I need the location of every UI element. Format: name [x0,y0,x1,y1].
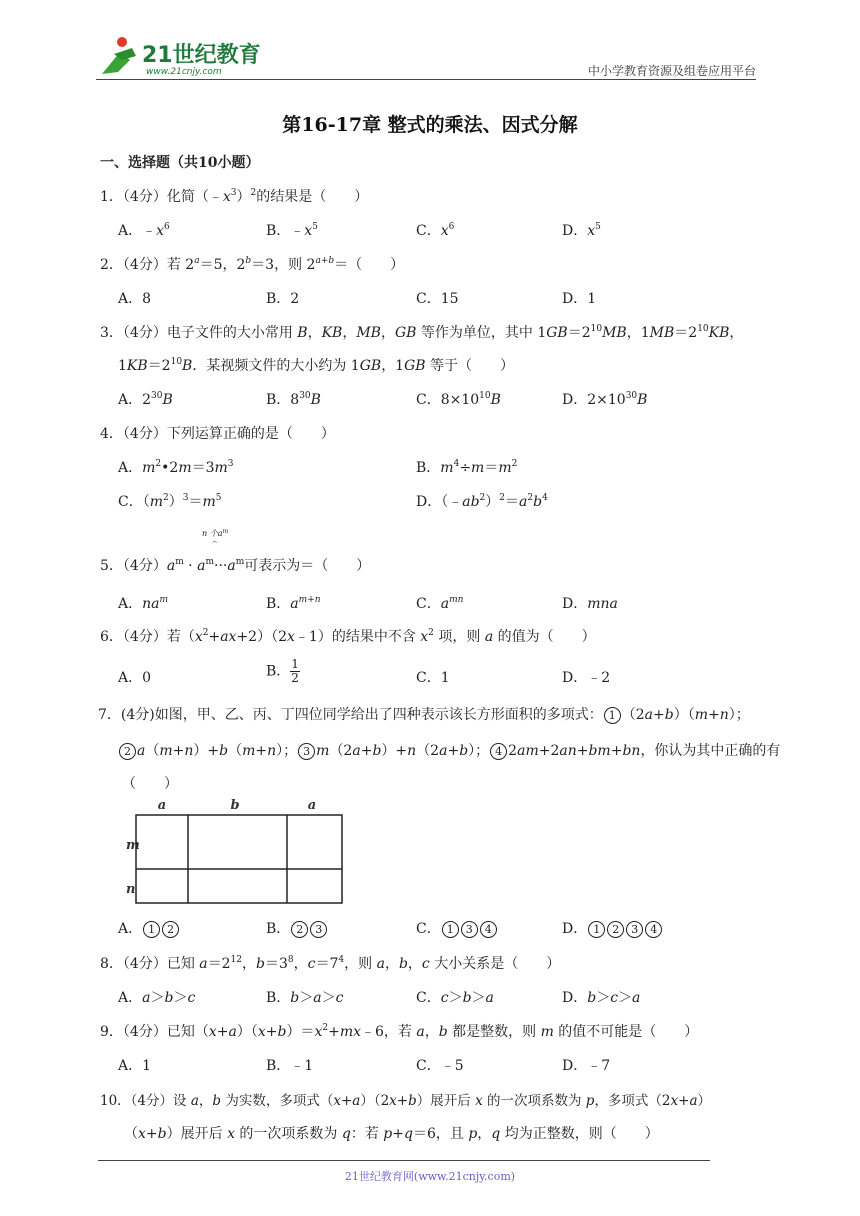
question-7: 7．(4分)如图，甲、乙、丙、丁四位同学给出了四种表示该长方形面积的多项式： 1 （2a+b）（m+n）； [98,707,750,723]
q5-option-d[interactable]: D．mna [562,596,618,612]
q7-option-a[interactable]: A． 1 2 [118,918,180,938]
question-3-line2: $1KB=2^{10}B$．某视频文件的大小约为 1GB，1GB 等于（ ） [118,357,515,374]
platform-tagline: 中小学教育资源及组卷应用平台 [587,64,756,78]
q9-option-d[interactable]: D．﹣7 [562,1058,611,1074]
fig-label-n: n [126,882,136,897]
q6-option-c[interactable]: C．1 [416,670,450,686]
q4-option-d[interactable]: D．$(﹣ab^2)^2=a^2b^4$ [416,493,548,510]
q7-option-d[interactable]: D． 1 2 3 4 [562,918,663,938]
site-logo [92,34,262,80]
question-2: 2．（4分）若 $2^a=5$，$2^b=3$，则 $2^{a+b}=$（ ） [100,256,405,273]
q9-option-a[interactable]: A．1 [118,1058,152,1074]
footer-divider [98,1160,710,1161]
question-5: 5．（4分）$a^m \cdot a^m\cdot\cdot\cdot a^m$可表示为＝（ ） [100,557,371,574]
q3-option-d[interactable]: D．$2\times 10^{30}B$ [562,391,648,408]
q4-option-a[interactable]: A．$m^2•2m=3m^3$ [118,459,234,476]
q5-brace: ⌢ [212,537,218,546]
q3-option-b[interactable]: B．$8^{30}B$ [266,391,321,408]
q4-option-b[interactable]: B．$m^4\div m=m^2$ [416,459,518,476]
fig-label-m: m [126,838,140,853]
q8-option-d[interactable]: D．b＞c＞a [562,990,641,1006]
question-8: 8．（4分）已知 $a=2^{12}$，$b=3^8$，$c=7^4$，则 a，b，c 大小关系是（ ） [100,955,561,972]
question-9: 9．（4分）已知$(x+a)(x+b)=x^2+mx﹣6$，若 a，b 都是整数，则 m 的值不可能是（ ） [100,1023,699,1040]
logo-text: 21世纪教育 [142,43,261,68]
q4-option-c[interactable]: C．$(m^2)^3=m^5$ [118,493,222,510]
question-4: 4．（4分）下列运算正确的是（ ） [100,426,335,442]
question-7-line2: 2 a（m+n）+b（m+n）； 3 m（2a+b）+n（2a+b）； 4 2am+2an+bm+bn，你认为其中正确的有 [118,740,780,760]
q1-option-b[interactable]: B．$﹣x^5$ [266,222,318,239]
footer-link[interactable]: 21世纪教育网(www.21cnjy.com) [344,1170,516,1183]
q9-option-c[interactable]: C．﹣5 [416,1058,464,1074]
q1-option-a[interactable]: A．$﹣x^6$ [118,222,170,239]
question-3: 3．（4分）电子文件的大小常用 B，KB，MB，GB 等作为单位，其中 $1GB=2^{10}MB$，$1MB=2^{10}KB$， [100,324,744,341]
q8-option-b[interactable]: B．b＞a＞c [266,990,344,1006]
fig-label-a2: a [307,798,317,813]
q5-option-b[interactable]: B．$a^{m+n}$ [266,595,321,612]
question-6: 6．（4分）若$(x^2+ax+2)(2x﹣1)$的结果中不含 $x^2$ 项，则 a 的值为（ ） [100,628,596,645]
q5-option-c[interactable]: C．$a^{mn}$ [416,595,464,612]
question-10-line2: （x+b）展开后 x 的一次项系数为 q：若 p+q＝6，且 p，q 均为正整数，则（ ） [124,1126,659,1142]
section-heading: 一、选择题（共10小题） [100,155,260,171]
q6-option-d[interactable]: D．﹣2 [562,670,611,686]
question-1: 1．（4分）化简$(﹣x^3)^2$的结果是（ ） [100,188,369,205]
q5-over-annotation: n 个$a^m$ [202,528,229,538]
q2-option-a[interactable]: A．8 [118,291,152,307]
q2-option-c[interactable]: C．15 [416,291,459,307]
q5-option-a[interactable]: A．$na^m$ [118,595,169,612]
fig-label-b: b [230,798,240,813]
question-10: 10．（4分）设 a，b 为实数，多项式（x+a）（2x+b）展开后 x 的一次项系数为 p，多项式（2x+a） [100,1093,712,1109]
q1-option-d[interactable]: D．$x^5$ [562,222,601,239]
q9-option-b[interactable]: B．﹣1 [266,1058,314,1074]
header-divider [96,79,756,80]
fig-label-a1: a [157,798,167,813]
q8-option-c[interactable]: C．c＞b＞a [416,990,494,1006]
q2-option-b[interactable]: B．2 [266,291,300,307]
q8-option-a[interactable]: A．a＞b＞c [118,990,196,1006]
page-title: 第16-17章 整式的乘法、因式分解 [282,114,578,136]
q2-option-d[interactable]: D．1 [562,291,597,307]
q3-option-c[interactable]: C．$8\times 10^{10}B$ [416,391,501,408]
svg-text:www.21cnjy.com: www.21cnjy.com [146,67,222,77]
q6-option-a[interactable]: A．0 [118,670,152,686]
rectangle-figure [126,795,352,911]
q1-option-c[interactable]: C．$x^6$ [416,222,455,239]
q7-option-b[interactable]: B． 2 3 [266,918,328,938]
q3-option-a[interactable]: A．$2^{30}B$ [118,391,173,408]
q6-option-b[interactable]: B． $\frac{1}{2}$ [266,657,299,685]
q7-option-c[interactable]: C． 1 3 4 [416,918,498,938]
question-7-line3: （ ） [122,776,178,792]
